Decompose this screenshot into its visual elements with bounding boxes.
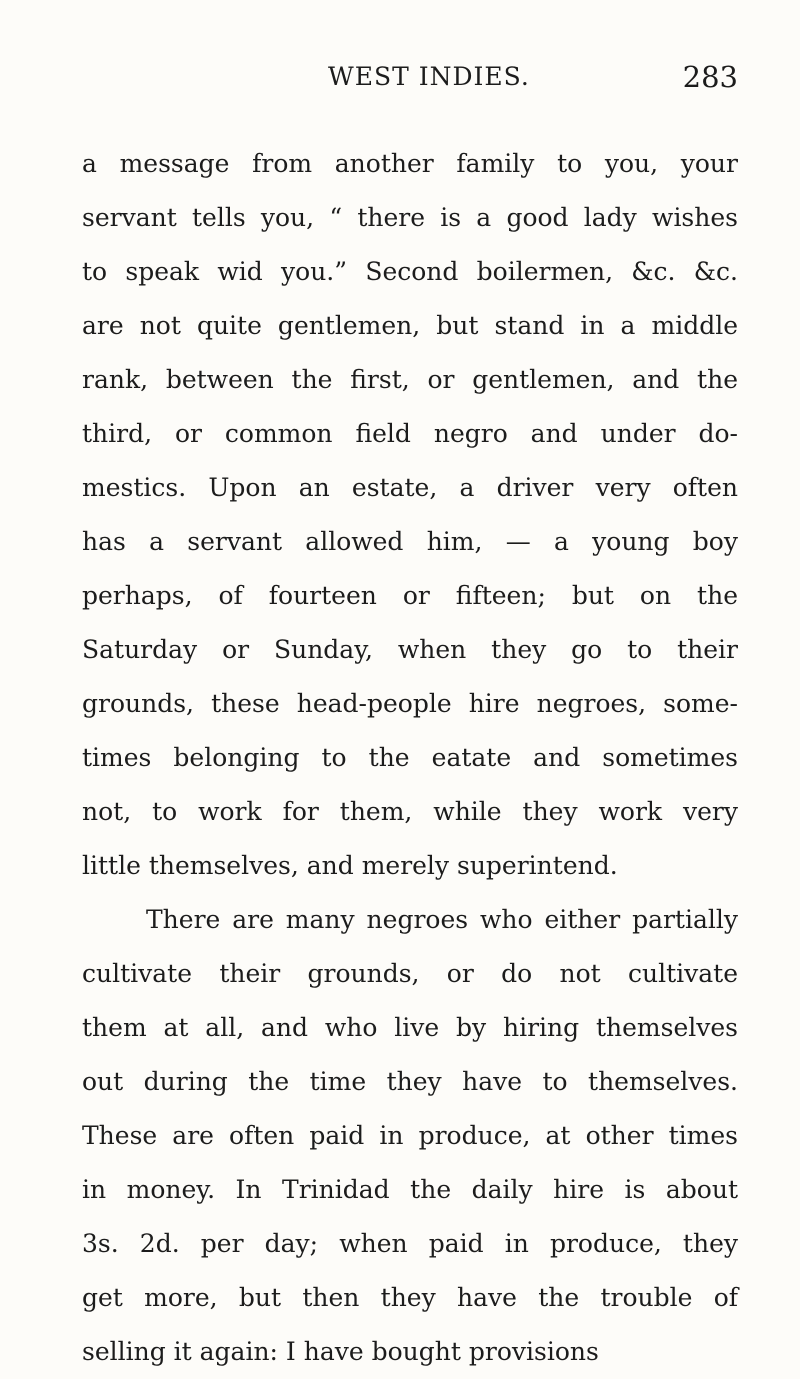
text-line: third, or common field negro and under do- (82, 419, 738, 448)
text-line: in money. In Trinidad the daily hire is about (82, 1175, 738, 1204)
paragraph-2 (82, 893, 738, 1379)
text-line: There are many negroes who either partially (146, 905, 738, 934)
text-line: grounds, these head-people hire negroes, some- (82, 689, 738, 718)
running-title: WEST INDIES. (328, 62, 530, 91)
text-line: has a servant allowed him, — a young boy (82, 527, 738, 556)
text-line: selling it again: I have bought provisions (82, 1337, 599, 1366)
text-line: to speak wid you.” Second boilermen, &c. &c. (82, 257, 738, 286)
text-line: Saturday or Sunday, when they go to their (82, 635, 738, 664)
text-line: times belonging to the eatate and sometimes (82, 743, 738, 772)
text-line: perhaps, of fourteen or fifteen; but on the (82, 581, 738, 610)
text-line: little themselves, and merely superintend. (82, 851, 618, 880)
text-line: rank, between the first, or gentlemen, and the (82, 365, 738, 394)
text-line: cultivate their grounds, or do not cultivate (82, 959, 738, 988)
text-line: get more, but then they have the trouble of (82, 1283, 738, 1312)
body-text (82, 137, 738, 1379)
text-line: them at all, and who live by hiring themselves (82, 1013, 738, 1042)
text-line: a message from another family to you, your (82, 149, 738, 178)
text-line: mestics. Upon an estate, a driver very often (82, 473, 738, 502)
text-line: are not quite gentlemen, but stand in a middle (82, 311, 738, 340)
paragraph-1 (82, 137, 738, 893)
text-line: out during the time they have to themselves. (82, 1067, 738, 1096)
running-head (0, 60, 800, 100)
text-line: These are often paid in produce, at other times (82, 1121, 738, 1150)
page-number: 283 (682, 60, 738, 94)
text-line: 3s. 2d. per day; when paid in produce, they (82, 1229, 738, 1258)
text-line: servant tells you, “ there is a good lady wishes (82, 203, 738, 232)
text-line: not, to work for them, while they work very (82, 797, 738, 826)
